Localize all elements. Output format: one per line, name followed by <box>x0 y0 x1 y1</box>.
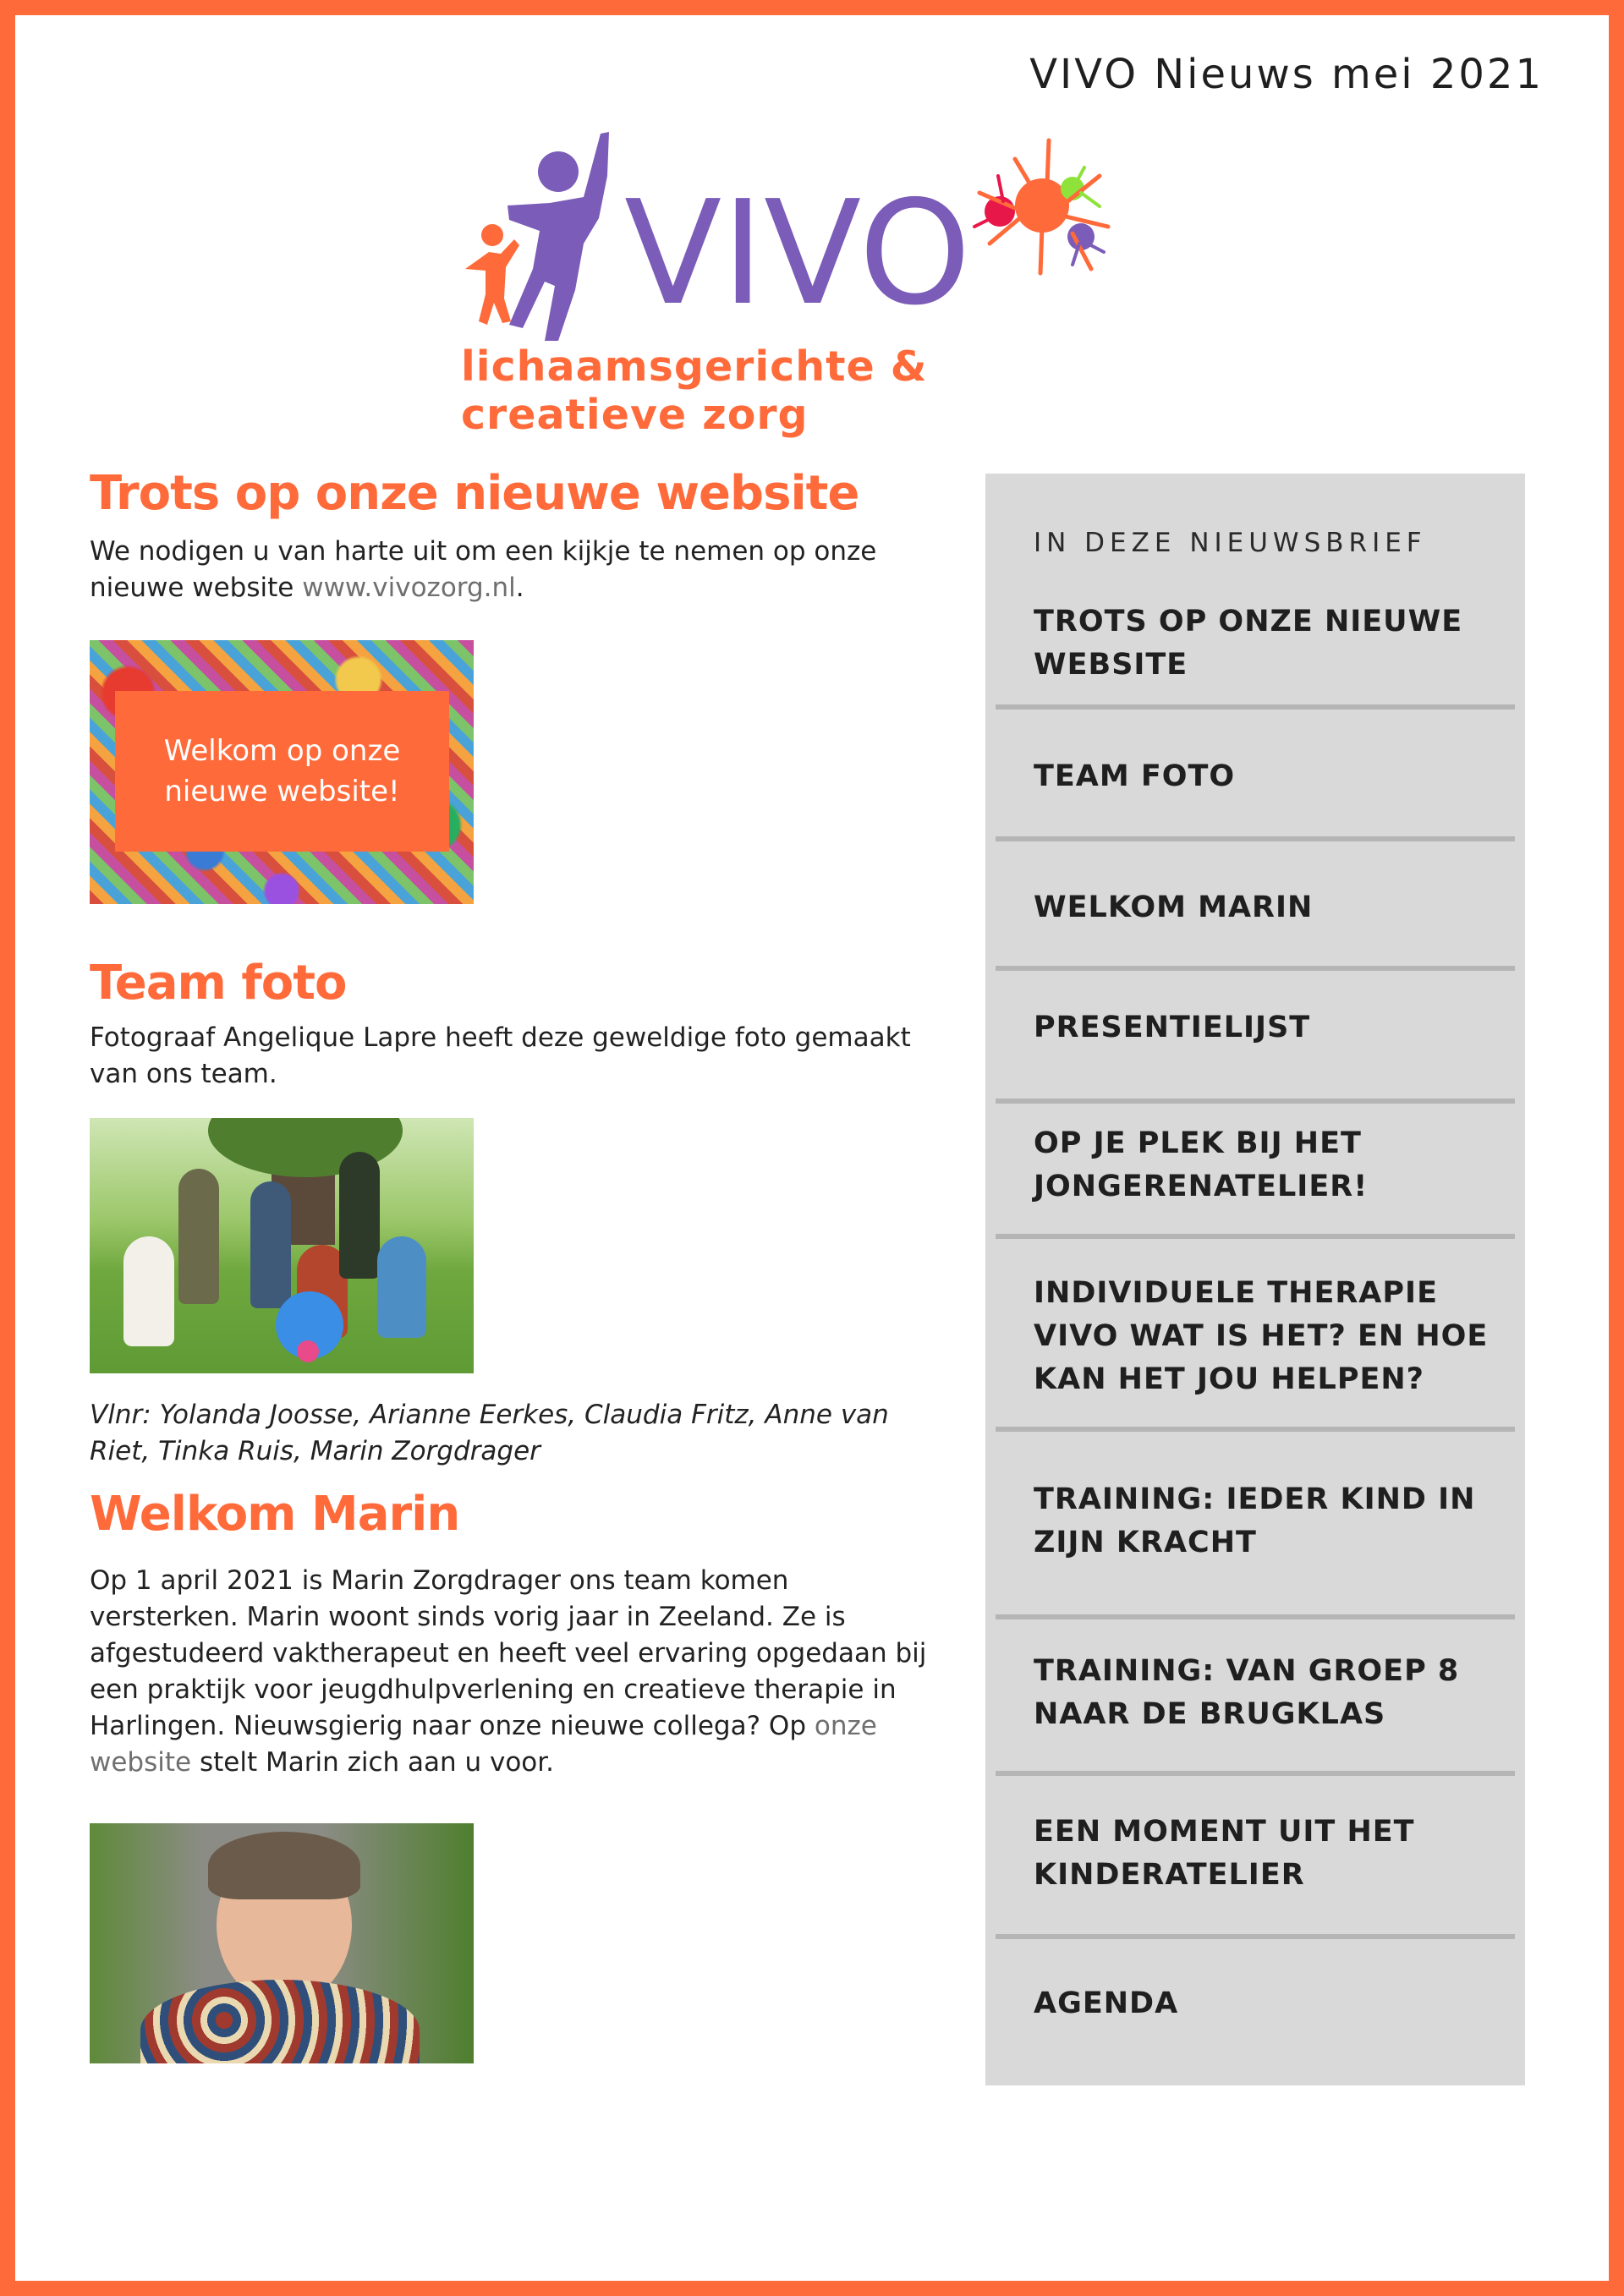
toc-item-training-ieder-kind[interactable]: TRAINING: IEDER KIND IN ZIJN KRACHT <box>1034 1482 1476 1559</box>
toc-item-kinderatelier[interactable]: EEN MOMENT UIT HET KINDERATELIER <box>1034 1815 1415 1892</box>
toc-item-individuele-therapie[interactable]: INDIVIDUELE THERAPIE VIVO WAT IS HET? EN HOE KAN HET JOU HELPEN? <box>1034 1276 1489 1396</box>
website-link[interactable]: www.vivozorg.nl <box>302 573 516 603</box>
toc-divider <box>996 1099 1515 1104</box>
small-figure-icon <box>465 224 519 325</box>
website-banner-image <box>90 640 474 904</box>
toc-divider <box>996 966 1515 971</box>
marin-paragraph <box>90 1563 935 1781</box>
toc-item-agenda[interactable]: AGENDA <box>1034 1986 1179 2020</box>
person-figure <box>178 1169 219 1304</box>
person-figure <box>377 1236 426 1338</box>
section-title-marin: Welkom Marin <box>90 1487 460 1542</box>
toc-divider <box>996 1427 1515 1432</box>
marin-shirt <box>140 1980 420 2063</box>
issue-title: VIVO Nieuws mei 2021 <box>1029 51 1544 98</box>
website-text-end: . <box>515 573 524 603</box>
toc-divider <box>996 1614 1515 1619</box>
toc-item-team-foto[interactable]: TEAM FOTO <box>1034 759 1236 793</box>
marin-photo <box>90 1823 474 2063</box>
toc-divider <box>996 1934 1515 1939</box>
toc-divider <box>996 704 1515 710</box>
toc-item-jongerenatelier[interactable]: OP JE PLEK BIJ HET JONGERENATELIER! <box>1034 1126 1369 1203</box>
website-banner-text: Welkom op onze nieuwe website! <box>163 734 401 808</box>
paint-splash-icon <box>974 140 1108 273</box>
toc-divider <box>996 836 1515 841</box>
person-figure <box>339 1152 380 1279</box>
marin-hair <box>208 1832 360 1899</box>
toc-item-website[interactable]: TROTS OP ONZE NIEUWE WEBSITE <box>1034 605 1463 682</box>
person-figure <box>123 1236 174 1346</box>
toc-divider <box>996 1234 1515 1239</box>
marin-text: Op 1 april 2021 is Marin Zorgdrager ons team komen versterken. Marin woont sinds vorig jaar in Zeeland. Ze is afgestudeerd vaktherapeut en heeft veel ervaring opgedaan bij een praktijk voor jeugdhulpverlening en creatieve therapie in Harlingen. Nieuwsgierig naar onze nieuwe collega? Op <box>90 1565 927 1741</box>
team-text: Fotograaf Angelique Lapre heeft deze geweldige foto gemaakt van ons team. <box>90 1022 911 1089</box>
toc-item-welkom-marin[interactable]: WELKOM MARIN <box>1034 890 1314 924</box>
website-paragraph <box>90 534 935 606</box>
main-column <box>90 461 935 2063</box>
newsletter-toc <box>985 474 1525 2085</box>
toc-item-training-groep-8[interactable]: TRAINING: VAN GROEP 8 NAAR DE BRUGKLAS <box>1034 1654 1460 1731</box>
exercise-ball <box>297 1340 319 1362</box>
website-banner <box>115 691 449 852</box>
section-title-team: Team foto <box>90 956 347 1011</box>
toc-item-presentielijst[interactable]: PRESENTIELIJST <box>1034 1011 1311 1044</box>
toc-heading: IN DEZE NIEUWSBRIEF <box>1034 528 1427 558</box>
large-figure-icon <box>508 132 609 341</box>
team-photo <box>90 1118 474 1373</box>
website-text: We nodigen u van harte uit om een kijkje te nemen op onze nieuwe website <box>90 536 877 603</box>
toc-divider <box>996 1771 1515 1776</box>
marin-website-link[interactable]: onze website <box>90 1711 877 1778</box>
logo-wordmark: VIVO <box>624 170 971 337</box>
team-caption: Vlnr: Yolanda Joosse, Arianne Eerkes, Claudia Fritz, Anne van Riet, Tinka Ruis, Marin Zorgdrager <box>90 1400 889 1466</box>
logo-tagline: lichaamsgerichte & creatieve zorg <box>461 342 928 439</box>
marin-text-end: stelt Marin zich aan u voor. <box>191 1747 555 1778</box>
person-figure <box>250 1181 291 1308</box>
section-title-website: Trots op onze nieuwe website <box>90 466 859 521</box>
